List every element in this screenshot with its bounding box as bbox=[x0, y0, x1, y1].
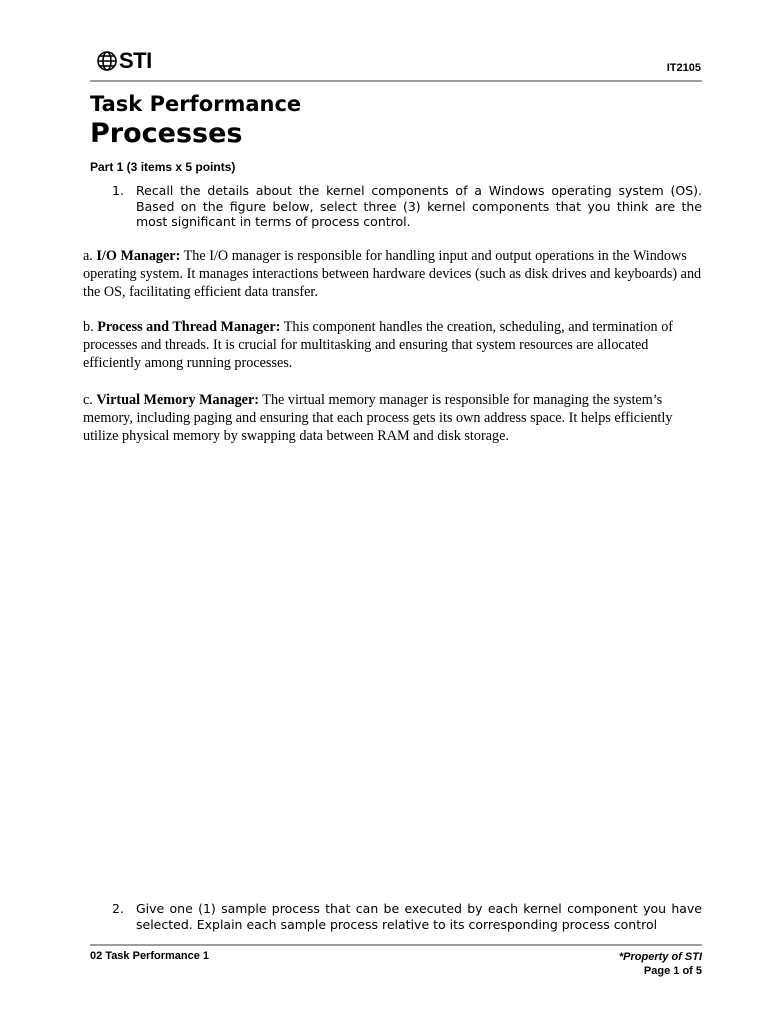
page-number: Page 1 of 5 bbox=[643, 965, 702, 977]
question-text: Recall the details about the kernel components of a Windows operating system (OS). Based on the figure below, select three (3) kernel components that you think are the most significant in terms of process control. bbox=[136, 183, 702, 229]
footer-divider bbox=[90, 944, 702, 946]
footer-doc-label: 02 Task Performance 1 bbox=[90, 950, 210, 962]
answer-term: Process and Thread Manager: bbox=[97, 319, 281, 335]
question-item bbox=[112, 901, 702, 932]
answer-body: The virtual memory manager is responsible for managing the system’s memory, including paging and ensuring that each process gets its own address space. It helps efficiently utilize physical memory by swapping data between RAM and disk storage. bbox=[83, 392, 673, 444]
question-number: 1. bbox=[112, 183, 124, 198]
header-divider bbox=[90, 80, 702, 82]
answer-term: I/O Manager: bbox=[96, 248, 181, 264]
sti-logo bbox=[96, 47, 152, 75]
answer-paragraph bbox=[83, 391, 705, 445]
page-title: Processes bbox=[90, 118, 243, 149]
logo-text: STI bbox=[119, 48, 152, 73]
answer-paragraph bbox=[83, 318, 705, 372]
answer-body: The I/O manager is responsible for handling input and output operations in the Windows operating system. It manages interactions between hardware devices (such as disk drives and keyboards) and the OS, facilitating efficient data transfer. bbox=[83, 248, 702, 300]
footer-right bbox=[619, 950, 702, 978]
answer-body: This component handles the creation, scheduling, and termination of processes and threads. It is crucial for multitasking and ensuring that system resources are allocated efficiently among running processes. bbox=[83, 319, 674, 371]
answer-term: Virtual Memory Manager: bbox=[96, 392, 259, 408]
question-text: Give one (1) sample process that can be executed by each kernel component you have selected. Explain each sample process relative to its corresponding process control bbox=[136, 901, 702, 932]
part-heading: Part 1 (3 items x 5 points) bbox=[90, 160, 236, 174]
document-type: Task Performance bbox=[90, 92, 302, 116]
globe-icon bbox=[96, 50, 118, 72]
answer-prefix: c. bbox=[83, 392, 93, 408]
property-notice: *Property of STI bbox=[618, 951, 702, 963]
answer-prefix: b. bbox=[83, 319, 94, 335]
answer-paragraph bbox=[83, 247, 705, 301]
course-code: IT2105 bbox=[666, 62, 701, 74]
question-item bbox=[112, 183, 702, 230]
question-number: 2. bbox=[112, 901, 124, 916]
answer-prefix: a. bbox=[83, 248, 93, 264]
